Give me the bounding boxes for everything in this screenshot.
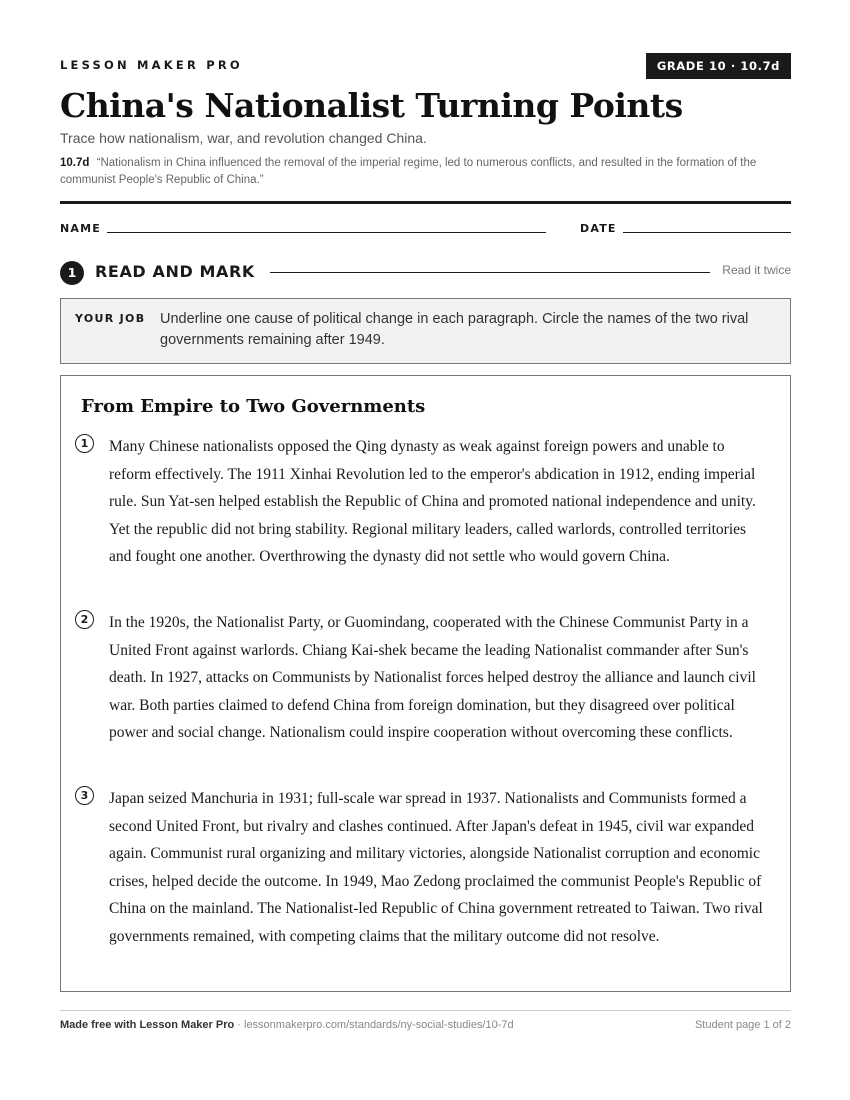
paragraph-number-3: 3 (75, 786, 94, 805)
grade-badge: GRADE 10 · 10.7d (646, 53, 791, 79)
section-number-badge: 1 (60, 261, 84, 285)
paragraph-text-3: Japan seized Manchuria in 1931; full-scale war spread in 1937. Nationalists and Communists formed a second United Front, but rivalry and clashes continued. After Japan's defeat in 1945, civil war expanded again. Communist rural organizing and military victories, alongside Nationalist corruption and economic crises, helped decide the outcome. In 1949, Mao Zedong proclaimed the communist People's Republic of China on the mainland. The Nationalist-led Republic of China government retreated to Taiwan. Two rival governments remained, with competing claims that the military outcome did not resolve. (109, 790, 763, 945)
section-divider (270, 272, 710, 273)
paragraph-number-1: 1 (75, 434, 94, 453)
footer-url[interactable]: lessonmakerpro.com/standards/ny-social-studies/10-7d (244, 1019, 514, 1031)
footer-page-number: Student page 1 of 2 (694, 1019, 791, 1031)
section-note: Read it twice (722, 263, 791, 277)
date-field[interactable] (623, 232, 791, 233)
name-label: NAME (60, 222, 101, 235)
page-subtitle: Trace how nationalism, war, and revolution changed China. (60, 130, 427, 146)
your-job-instructions: Underline one cause of political change in each paragraph. Circle the names of the two rival governments remaining after 1949. (160, 311, 749, 348)
date-label: DATE (580, 222, 617, 235)
paragraph-text-2: In the 1920s, the Nationalist Party, or Guomindang, cooperated with the Chinese Communist Party in a United Front against warlords. Chiang Kai-shek became the leading Nationalist commander after Sun's death. In 1927, attacks on Communists by Nationalist forces helped destroy the alliance and launch civil war. Both parties claimed to defend China from foreign domination, but they disagreed over political power and social change. Nationalism could inspire cooperation without overcoming these conflicts. (109, 614, 756, 742)
page-title: China's Nationalist Turning Points (60, 86, 683, 125)
your-job-label: YOUR JOB (75, 312, 146, 325)
footer-separator: · (234, 1019, 244, 1031)
name-field[interactable] (107, 232, 546, 233)
footer-made-with: Made free with Lesson Maker Pro (60, 1019, 235, 1031)
footer-divider (60, 1010, 791, 1011)
reading-title: From Empire to Two Governments (81, 396, 426, 417)
worksheet-page (60, 0, 791, 1100)
reading-passage-box (60, 375, 791, 992)
paragraph-number-2: 2 (75, 610, 94, 629)
brand-name: LESSON MAKER PRO (60, 58, 243, 72)
header-divider (60, 201, 791, 204)
footer-credit (60, 1019, 514, 1031)
standard-code: 10.7d (60, 157, 90, 169)
standard-text: “Nationalism in China influenced the removal of the imperial regime, led to numerous conflicts, and resulted in the formation of the communist People's Republic of China.” (60, 157, 757, 186)
paragraph-text-1: Many Chinese nationalists opposed the Qing dynasty as weak against foreign powers and unable to reform effectively. The 1911 Xinhai Revolution led to the emperor's abdication in 1912, ending imperial rule. Sun Yat-sen helped establish the Republic of China and promoted national independence and unity. Yet the republic did not bring stability. Regional military leaders, called warlords, controlled territories and fought one another. Overthrowing the dynasty did not settle who would govern China. (109, 438, 756, 566)
your-job-box (60, 298, 791, 364)
standard-statement (60, 155, 791, 189)
section-title: READ AND MARK (95, 262, 255, 281)
